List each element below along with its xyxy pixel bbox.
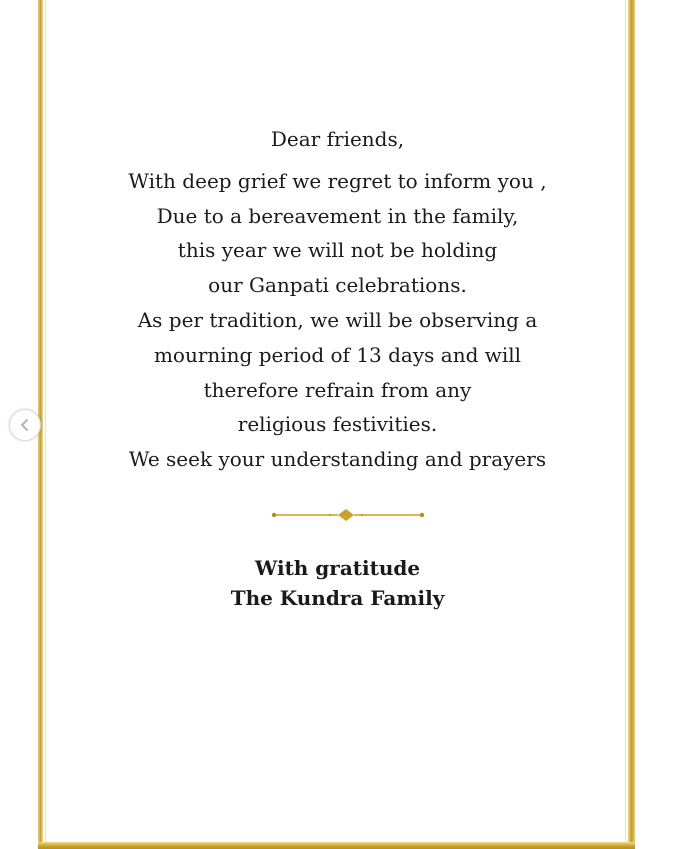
signoff-signature: The Kundra Family [230, 586, 445, 610]
carousel-prev-button[interactable] [9, 409, 41, 441]
message-line: mourning period of 13 days and will [153, 342, 522, 367]
message-line: As per tradition, we will be observing a [137, 307, 538, 332]
message-line: We seek your understanding and prayers [128, 447, 547, 472]
gold-frame-inner-left [45, 0, 46, 842]
message-line: religious festivities. [237, 412, 438, 437]
message-line: With deep grief we regret to inform you , [128, 168, 547, 193]
gold-frame-bottom [38, 842, 635, 849]
message-line: this year we will not be holding [177, 238, 498, 263]
announcement-message [60, 122, 615, 477]
message-line: Due to a bereavement in the family, [156, 203, 519, 228]
signoff-closing: With gratitude [254, 556, 421, 580]
gold-frame-right [628, 0, 635, 849]
gold-frame-inner-right [625, 0, 626, 842]
chevron-left-icon [18, 418, 32, 432]
ornamental-divider-icon [270, 508, 426, 522]
message-line: our Ganpati celebrations. [208, 273, 467, 298]
message-greeting: Dear friends, [270, 127, 405, 151]
message-line: therefore refrain from any [203, 377, 472, 402]
signoff [60, 553, 615, 613]
